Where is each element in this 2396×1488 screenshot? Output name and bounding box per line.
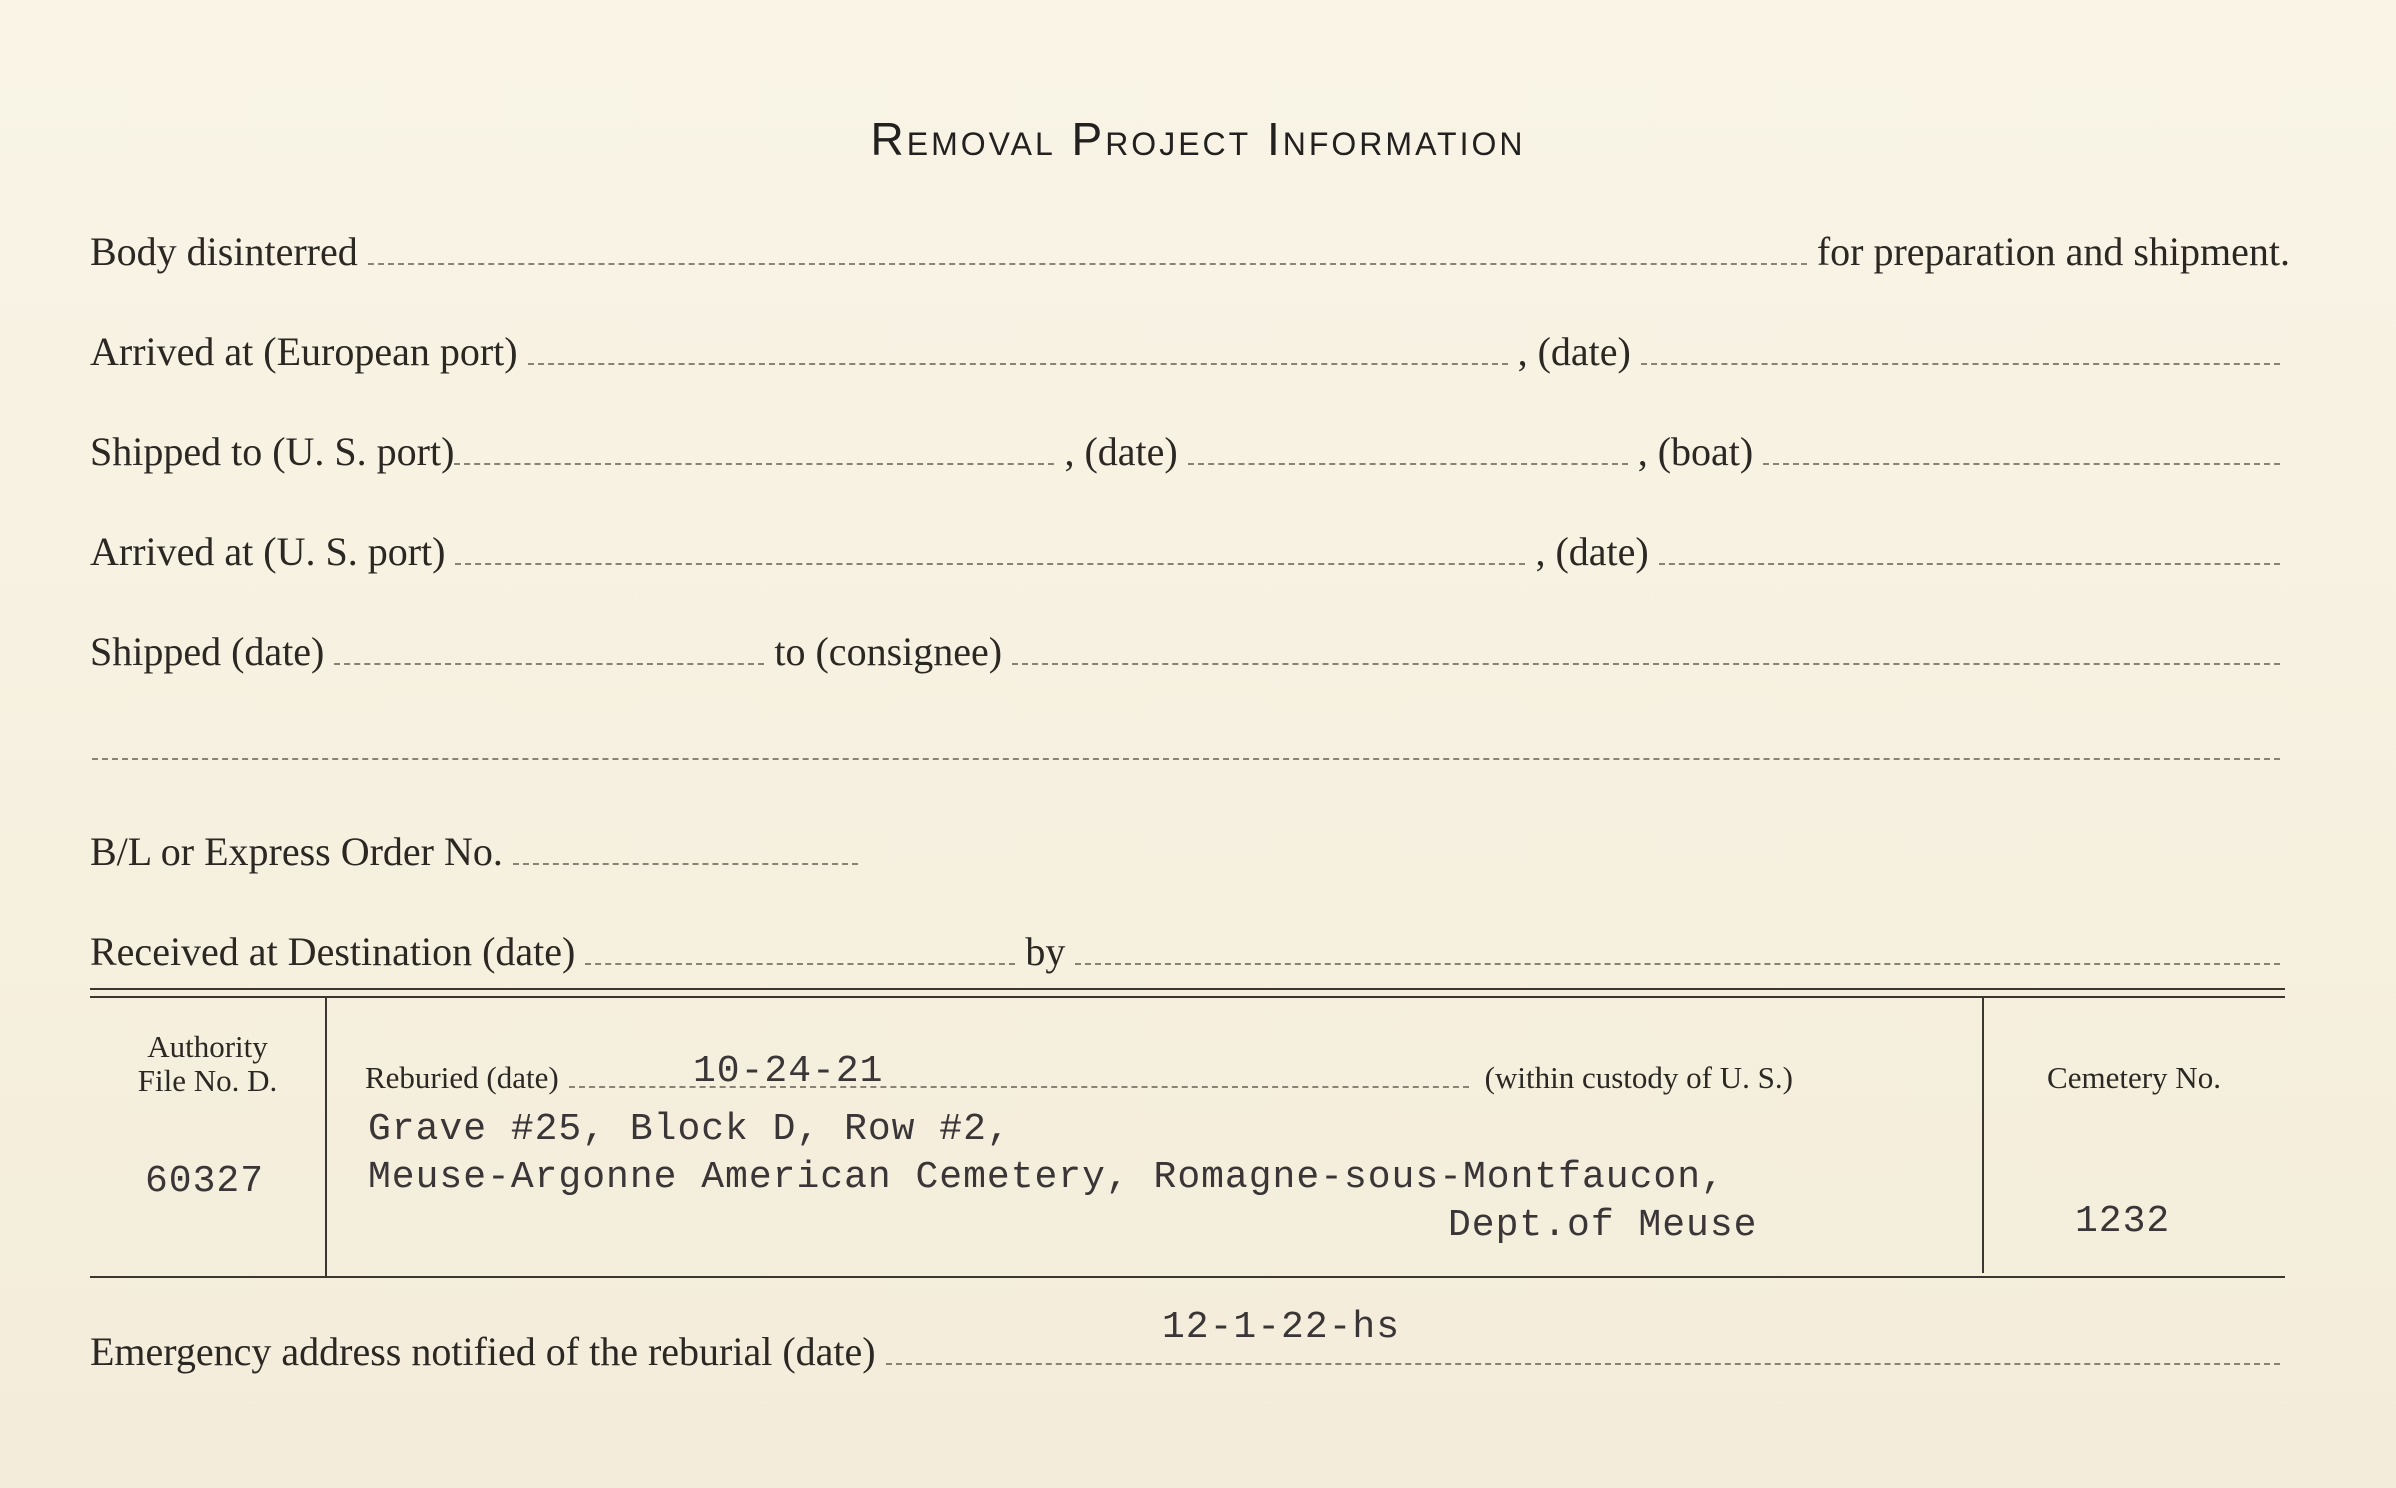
boat-field[interactable] [1763,451,2280,465]
to-consignee-label: to (consignee) [774,629,1003,674]
arrived-us-port-field[interactable] [455,551,1525,565]
bl-order-label: B/L or Express Order No. [90,829,503,874]
authority-line1: Authority [147,1029,268,1064]
body-disinterred-label: Body disinterred [90,229,358,274]
received-destination-label: Received at Destination (date) [90,929,576,974]
us-port-field[interactable] [454,451,1054,465]
consignee-field[interactable] [1012,651,2280,665]
received-by-field[interactable] [1075,951,2280,965]
received-date-field[interactable] [585,951,1015,965]
emergency-date: 12-1-22-hs [1162,1306,1401,1349]
emergency-date-field[interactable] [886,1351,2280,1365]
department-location: Dept.of Meuse [1448,1204,1758,1247]
arrived-us-label: Arrived at (U. S. port) [90,529,446,574]
box-bottom-rule [90,1276,2285,1278]
shipped-to-label: Shipped to (U. S. port) [90,429,455,474]
row-arrived-european [90,328,2290,375]
for-preparation-label: for preparation and shipment. [1816,229,2290,274]
emergency-label: Emergency address notified of the reburial (date) [90,1329,876,1374]
row-bl-order [90,828,2290,875]
row-body-disinterred [90,228,2290,275]
row-arrived-us [90,528,2290,575]
european-date-field[interactable] [1641,351,2280,365]
box-top-rule-double [90,996,2285,998]
custody-label: (within custody of U. S.) [1484,1060,1793,1095]
row-shipped-date [90,628,2290,675]
bl-order-field[interactable] [513,851,858,865]
boat-label: , (boat) [1637,429,1754,474]
shipped-date-value-field[interactable] [334,651,764,665]
reburied-date: 10-24-21 [693,1050,884,1093]
reburied-label: Reburied (date) [365,1060,559,1095]
file-number: 60327 [145,1160,265,1203]
authority-line2: File No. D. [137,1063,278,1098]
date-label: , (date) [1517,329,1631,374]
row-shipped-to [90,428,2290,475]
arrived-us-date-field[interactable] [1659,551,2280,565]
arrived-european-label: Arrived at (European port) [90,329,518,374]
authority-label [90,1030,325,1098]
by-label: by [1025,929,1066,974]
shipped-date-label: Shipped (date) [90,629,325,674]
reburied-row [365,1060,1955,1096]
shipped-date-field[interactable] [1188,451,1628,465]
european-port-field[interactable] [528,351,1508,365]
box-divider-left [325,998,327,1276]
row-received-destination [90,928,2290,975]
date-label: , (date) [1535,529,1649,574]
cemetery-no-label: Cemetery No. [2047,1060,2221,1095]
body-disinterred-field[interactable] [368,251,1807,265]
box-divider-right [1982,998,1984,1273]
date-label: , (date) [1064,429,1178,474]
consignee-continuation-line[interactable] [92,758,2280,760]
grave-location: Grave #25, Block D, Row #2, [368,1108,1011,1151]
cemetery-number: 1232 [2075,1200,2171,1243]
box-top-rule [90,988,2285,990]
cemetery-location: Meuse-Argonne American Cemetery, Romagne-sous-Montfaucon, [368,1156,1725,1199]
card-title: Removal Project Information [870,113,1526,165]
